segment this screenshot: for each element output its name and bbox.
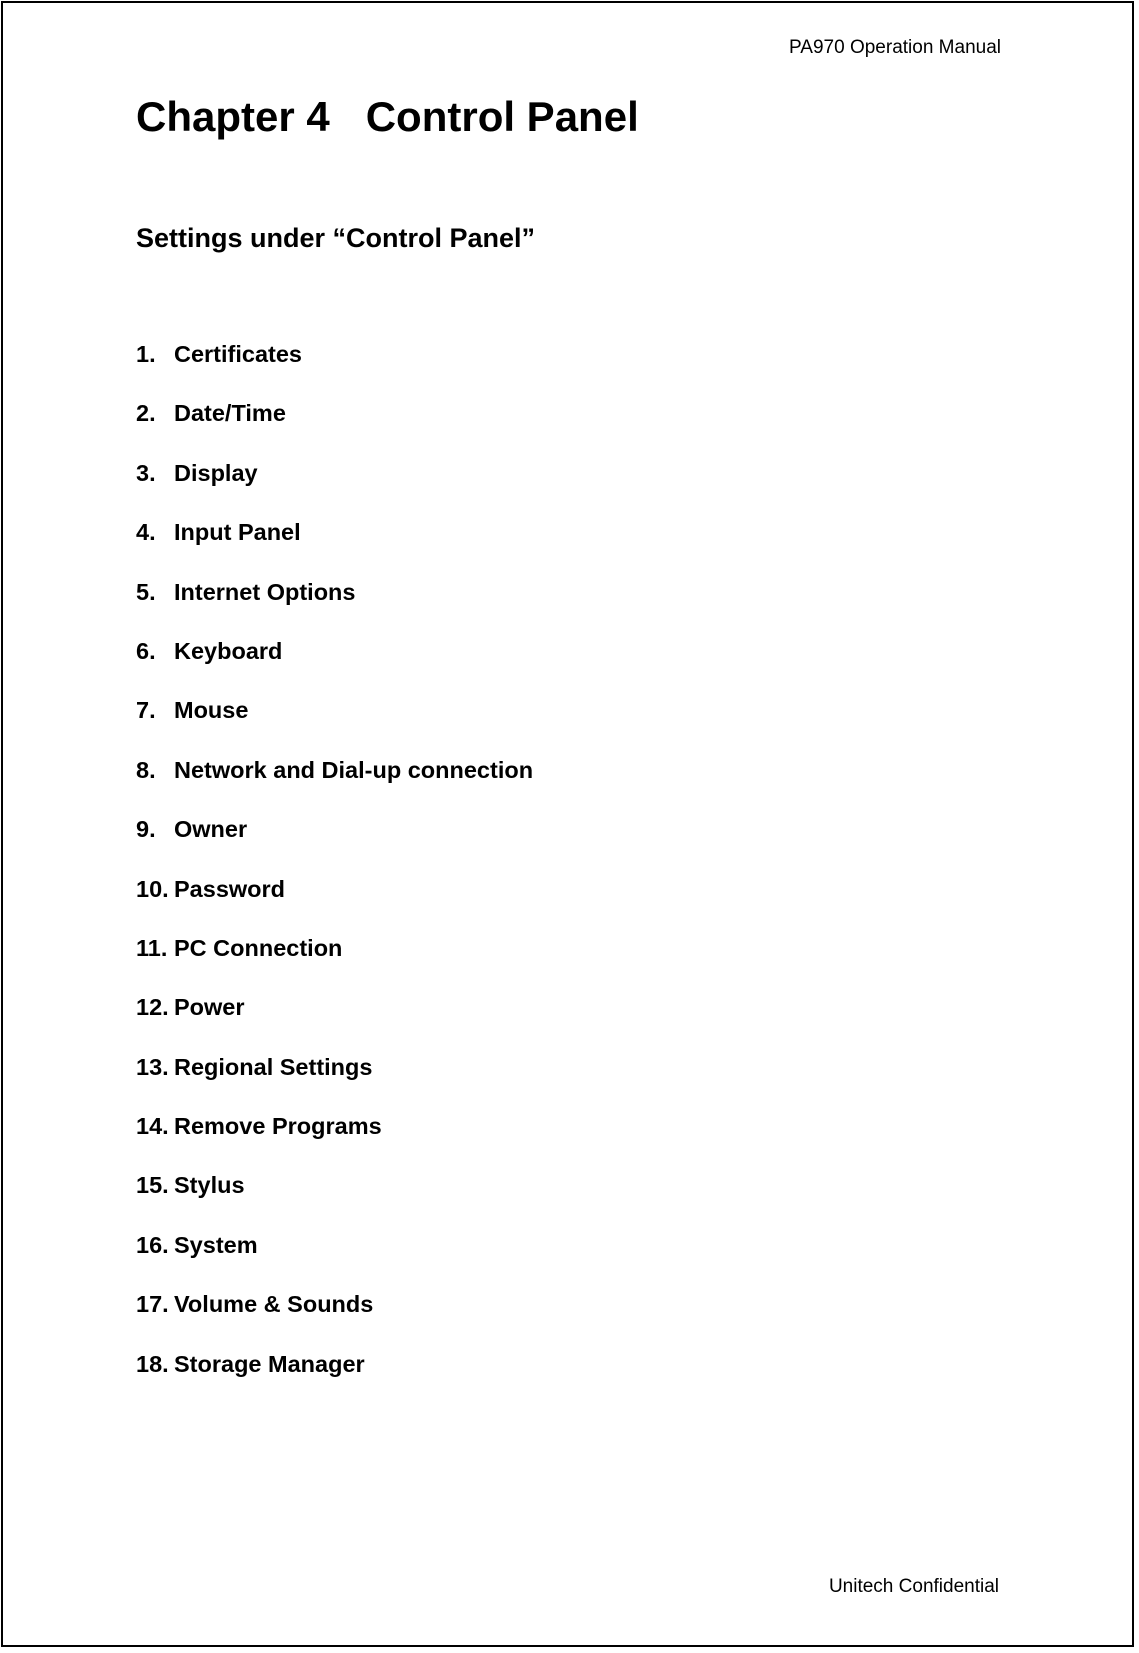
list-item-number: 9.: [136, 816, 156, 843]
list-item: [136, 459, 533, 518]
list-item-label: Power: [174, 994, 245, 1021]
list-item: [136, 1231, 533, 1290]
list-item-number: 4.: [136, 519, 156, 546]
list-item: [136, 518, 533, 577]
chapter-label: Chapter 4: [136, 93, 330, 140]
list-item: [136, 1290, 533, 1349]
list-item: [136, 637, 533, 696]
list-item-label: PC Connection: [174, 934, 343, 961]
list-item: [136, 756, 533, 815]
list-item: [136, 578, 533, 637]
list-item-label: Network and Dial-up connection: [174, 756, 534, 783]
list-item: [136, 1112, 533, 1171]
list-item-label: Storage Manager: [174, 1350, 365, 1377]
list-item-number: 1.: [136, 341, 156, 367]
running-header: PA970 Operation Manual: [789, 37, 1001, 58]
list-item-number: 3.: [136, 459, 156, 486]
list-item-number: 8.: [136, 756, 156, 783]
list-item-number: 6.: [136, 637, 156, 664]
list-item: [136, 1053, 533, 1112]
list-item-label: Input Panel: [174, 519, 301, 546]
running-footer: Unitech Confidential: [828, 1576, 999, 1597]
list-item-label: Stylus: [174, 1172, 245, 1199]
list-item-label: Keyboard: [174, 637, 283, 664]
section-heading: Settings under “Control Panel”: [136, 223, 536, 253]
list-item-label: Regional Settings: [174, 1053, 373, 1080]
list-item-number: 2.: [136, 400, 156, 427]
list-item-label: Mouse: [174, 697, 249, 724]
list-item: [136, 1171, 533, 1230]
list-item: [136, 696, 533, 755]
list-item-label: Internet Options: [174, 578, 356, 605]
list-item-label: System: [174, 1231, 258, 1258]
list-item-number: 7.: [136, 697, 156, 724]
list-item-label: Volume & Sounds: [174, 1291, 374, 1318]
list-item: [136, 340, 533, 399]
list-item-label: Owner: [174, 816, 248, 843]
list-item-label: Date/Time: [174, 400, 286, 427]
list-item: [136, 399, 533, 458]
list-item-number: 11.: [136, 934, 168, 961]
list-item-number: 16.: [136, 1231, 169, 1258]
list-item-label: Display: [174, 459, 258, 486]
list-item-number: 10.: [136, 875, 169, 902]
chapter-name: Control Panel: [365, 93, 639, 140]
list-item-number: 14.: [136, 1113, 169, 1140]
settings-list: [136, 340, 533, 1409]
list-item-label: Password: [174, 875, 286, 902]
list-item-number: 18.: [136, 1350, 169, 1377]
chapter-title: [136, 92, 639, 142]
list-item: [136, 934, 533, 993]
list-item-number: 5.: [136, 578, 156, 605]
list-item: [136, 815, 533, 874]
list-item-number: 13.: [136, 1053, 169, 1080]
list-item: [136, 1350, 533, 1409]
list-item-label: Certificates: [174, 341, 302, 367]
list-item-label: Remove Programs: [174, 1113, 382, 1140]
list-item-number: 15.: [136, 1172, 169, 1199]
list-item-number: 12.: [136, 994, 169, 1021]
list-item: [136, 875, 533, 934]
list-item: [136, 993, 533, 1052]
list-item-number: 17.: [136, 1291, 169, 1318]
